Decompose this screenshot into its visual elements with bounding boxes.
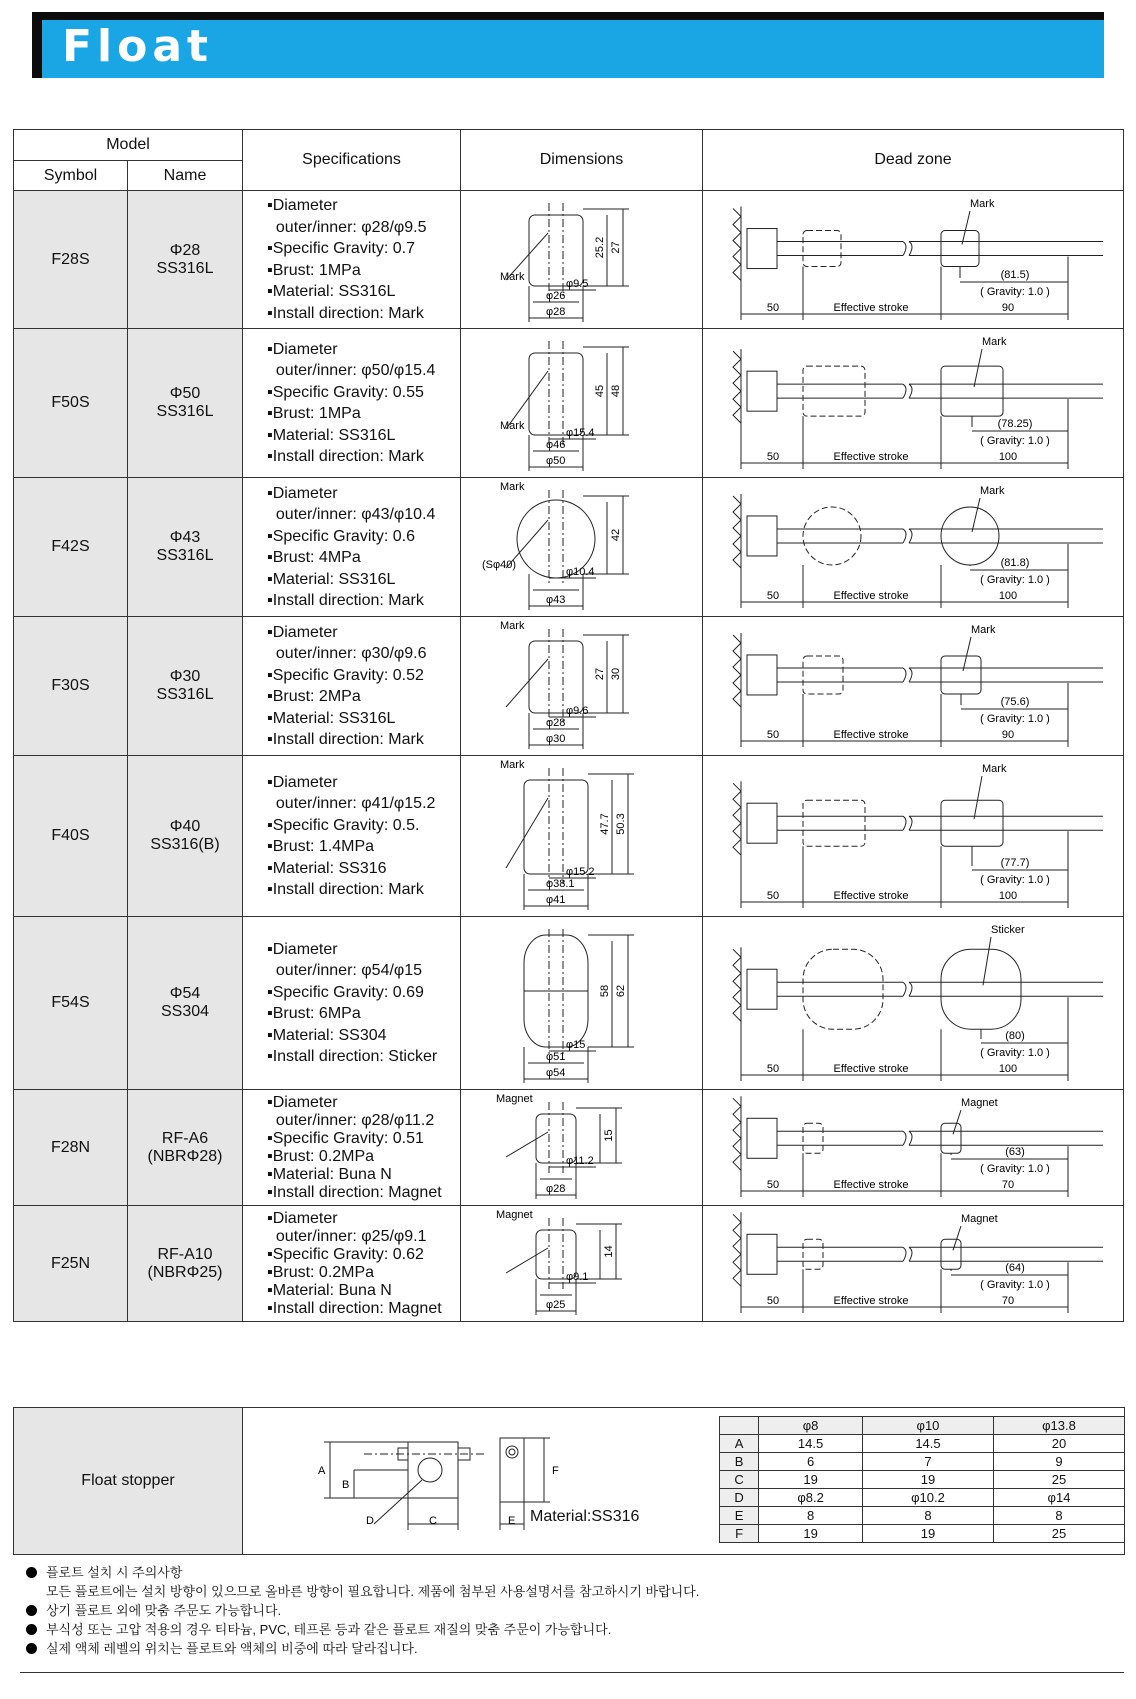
spec-line: ▪Diameter <box>267 623 338 641</box>
deadzone-gravity: ( Gravity: 1.0 ) <box>980 574 1050 586</box>
row-name <box>128 756 243 917</box>
spec-line: outer/inner: φ30/φ9.6 <box>267 645 427 662</box>
spec-line: outer/inner: φ54/φ15 <box>267 962 423 979</box>
row-deadzone <box>703 917 1124 1090</box>
stopper-drawing <box>304 1412 584 1552</box>
name-line-2: SS316L <box>156 686 214 703</box>
row-dimensions <box>461 329 703 478</box>
deadzone-bottom-length: 100 <box>998 451 1018 463</box>
table-row <box>14 756 1124 917</box>
spec-line: ▪Install direction: Mark <box>267 592 424 609</box>
deadzone-mark-label: Sticker <box>991 924 1025 936</box>
row-symbol: F50S <box>14 329 128 478</box>
note-item <box>20 1563 699 1582</box>
dim-outer-diameter: φ50 <box>546 455 566 467</box>
dim-outer-diameter: φ41 <box>546 894 566 906</box>
deadzone-sub-distance: (64) <box>1005 1262 1025 1274</box>
spec-line: outer/inner: φ28/φ9.5 <box>267 218 427 236</box>
spec-line: outer/inner: φ43/φ10.4 <box>267 506 436 523</box>
row-dimensions <box>461 917 703 1090</box>
table-row <box>14 1206 1124 1322</box>
spec-header: Specifications <box>243 130 461 191</box>
dim-inner-diameter: φ9.1 <box>566 1271 589 1283</box>
dim-height-outer: 14 <box>603 1245 616 1258</box>
dim-header: Dimensions <box>461 130 703 191</box>
spec-line: ▪Diameter <box>267 940 338 958</box>
row-deadzone <box>703 1206 1124 1322</box>
name-line-1: RF-A10 <box>157 1245 213 1263</box>
stopper-col-header: φ8 <box>759 1417 863 1435</box>
stopper-cell: 14.5 <box>759 1435 863 1453</box>
float-spec-table <box>13 129 1124 1322</box>
row-name <box>128 1090 243 1206</box>
bullet-icon <box>26 1643 37 1654</box>
spec-line: ▪Diameter <box>267 1093 338 1111</box>
stopper-cell: 8 <box>759 1507 863 1525</box>
stopper-cell: 25 <box>993 1525 1124 1543</box>
dim-outer-diameter: φ28 <box>546 306 566 318</box>
spec-line: ▪Material: SS304 <box>267 1026 387 1044</box>
table-row <box>14 478 1124 617</box>
row-deadzone <box>703 191 1124 329</box>
note-item <box>20 1601 699 1620</box>
deadzone-gravity: ( Gravity: 1.0 ) <box>980 713 1050 725</box>
deadzone-gravity: ( Gravity: 1.0 ) <box>980 874 1050 886</box>
deadzone-bottom-length: 70 <box>1001 1179 1015 1191</box>
stopper-letter-b: B <box>342 1479 350 1491</box>
spec-line: ▪Brust: 1MPa <box>267 405 361 422</box>
spec-line: ▪Install direction: Mark <box>267 731 424 748</box>
row-spec <box>243 329 461 478</box>
spec-line: ▪Diameter <box>267 197 338 214</box>
spec-line: ▪Material: SS316L <box>267 709 396 727</box>
dim-mark-label: Mark <box>500 759 525 771</box>
deadzone-gravity: ( Gravity: 1.0 ) <box>980 435 1050 447</box>
spec-line: ▪Brust: 0.2MPa <box>267 1147 375 1165</box>
deadzone-top-length: 50 <box>766 890 780 902</box>
spec-line: outer/inner: φ28/φ11.2 <box>267 1111 435 1129</box>
dim-inner-diameter: φ15 <box>566 1039 586 1051</box>
dim-mid-diameter: φ38.1 <box>546 878 575 890</box>
spec-line: ▪Brust: 1.4MPa <box>267 838 375 855</box>
dim-outer-diameter: φ43 <box>546 594 566 606</box>
deadzone-mark-label: Mark <box>982 763 1007 775</box>
spec-line: ▪Brust: 6MPa <box>267 1005 361 1022</box>
dim-mid-diameter: φ46 <box>546 439 566 451</box>
deadzone-drawing <box>703 191 1124 328</box>
row-symbol: F30S <box>14 617 128 756</box>
name-line-1: Φ28 <box>169 241 201 259</box>
deadzone-effective-stroke: Effective stroke <box>833 1295 909 1307</box>
dim-outer-diameter: φ25 <box>546 1299 566 1311</box>
spec-line: ▪Install direction: Magnet <box>267 1183 442 1201</box>
stopper-cell: 19 <box>759 1525 863 1543</box>
row-name <box>128 1206 243 1322</box>
stopper-cell: 8 <box>993 1507 1124 1525</box>
dim-outer-diameter: φ28 <box>546 1183 566 1195</box>
stopper-cell: 8 <box>862 1507 993 1525</box>
deadzone-bottom-length: 100 <box>998 890 1018 902</box>
dim-mark-label: Mark <box>500 481 525 493</box>
spec-line: ▪Material: SS316 <box>267 859 387 877</box>
table-row <box>14 617 1124 756</box>
dim-height-inner: 58 <box>599 984 612 998</box>
deadzone-effective-stroke: Effective stroke <box>833 1179 909 1191</box>
name-line-1: Φ43 <box>169 529 201 546</box>
dimension-drawing <box>461 1206 703 1321</box>
spec-line: outer/inner: φ25/φ9.1 <box>267 1227 427 1245</box>
spec-line: ▪Material: SS316L <box>267 426 396 444</box>
dim-height-inner: 47.7 <box>599 813 612 835</box>
spec-line: ▪Specific Gravity: 0.69 <box>267 983 424 1001</box>
dim-mid-diameter: (Sφ40) <box>482 559 517 571</box>
spec-line: ▪Brust: 0.2MPa <box>267 1263 375 1281</box>
stopper-letter-e: E <box>508 1515 516 1527</box>
deadzone-bottom-length: 100 <box>998 590 1018 602</box>
spec-line: ▪Material: SS316L <box>267 570 396 588</box>
deadzone-mark-label: Magnet <box>961 1097 998 1109</box>
dim-height-outer: 42 <box>610 528 623 542</box>
spec-line: ▪Specific Gravity: 0.52 <box>267 666 424 684</box>
bullet-icon <box>26 1624 37 1635</box>
name-header: Name <box>128 161 243 191</box>
deadzone-drawing <box>703 756 1124 916</box>
stopper-letter-d: D <box>366 1515 374 1527</box>
dimension-drawing <box>461 917 703 1089</box>
stopper-dimension-table <box>719 1416 1125 1543</box>
deadzone-top-length: 50 <box>766 302 780 314</box>
spec-line: ▪Specific Gravity: 0.7 <box>267 240 415 257</box>
dimension-drawing <box>461 617 703 755</box>
deadzone-effective-stroke: Effective stroke <box>833 1063 909 1075</box>
deadzone-gravity: ( Gravity: 1.0 ) <box>980 286 1050 298</box>
name-line-2: SS316L <box>156 259 214 277</box>
dimension-drawing <box>461 191 703 328</box>
name-line-2: (NBRΦ25) <box>147 1263 223 1281</box>
row-name <box>128 191 243 329</box>
dim-height-inner: 27 <box>594 667 607 681</box>
deadzone-mark-label: Mark <box>980 485 1005 497</box>
row-name <box>128 917 243 1090</box>
deadzone-mark-label: Mark <box>970 198 995 210</box>
stopper-cell: 9 <box>993 1453 1124 1471</box>
name-line-1: Φ54 <box>169 985 201 1002</box>
deadzone-sub-distance: (81.8) <box>1000 557 1030 569</box>
row-spec <box>243 1090 461 1206</box>
stopper-row-header: B <box>720 1453 759 1471</box>
spec-line: ▪Diameter <box>267 773 338 791</box>
deadzone-drawing <box>703 1206 1124 1321</box>
spec-line: ▪Material: SS316L <box>267 283 396 300</box>
dimension-drawing <box>461 329 703 477</box>
deadzone-mark-label: Mark <box>971 624 996 636</box>
dim-mark-label: Magnet <box>496 1209 533 1221</box>
name-line-1: RF-A6 <box>161 1129 209 1147</box>
row-spec <box>243 478 461 617</box>
dim-height-inner: 25.2 <box>594 236 607 259</box>
row-symbol: F42S <box>14 478 128 617</box>
note-item <box>20 1582 699 1601</box>
row-symbol: F28N <box>14 1090 128 1206</box>
dim-inner-diameter: φ15.4 <box>566 427 595 439</box>
stopper-row-header: E <box>720 1507 759 1525</box>
bullet-icon <box>26 1567 37 1578</box>
stopper-cell: 6 <box>759 1453 863 1471</box>
note-text: 플로트 설치 시 주의사항 <box>46 1565 183 1580</box>
bullet-icon <box>26 1605 37 1616</box>
table-row <box>14 1090 1124 1206</box>
stopper-cell: φ10.2 <box>862 1489 993 1507</box>
dim-height-outer: 15 <box>603 1129 616 1142</box>
stopper-label: Float stopper <box>14 1408 243 1554</box>
spec-line: ▪Brust: 4MPa <box>267 549 361 566</box>
stopper-row-header: F <box>720 1525 759 1543</box>
deadzone-sub-distance: (78.25) <box>997 418 1033 430</box>
deadzone-sub-distance: (63) <box>1005 1146 1025 1158</box>
spec-line: outer/inner: φ50/φ15.4 <box>267 362 436 379</box>
name-line-2: SS316L <box>156 547 214 564</box>
spec-line: outer/inner: φ41/φ15.2 <box>267 795 436 812</box>
deadzone-drawing <box>703 917 1124 1089</box>
spec-line: ▪Specific Gravity: 0.5. <box>267 816 420 834</box>
deadzone-drawing <box>703 617 1124 755</box>
row-deadzone <box>703 329 1124 478</box>
spec-line: ▪Diameter <box>267 1209 338 1227</box>
spec-line: ▪Specific Gravity: 0.6 <box>267 527 415 545</box>
dim-height-inner: 45 <box>594 384 607 398</box>
deadzone-top-length: 50 <box>766 451 780 463</box>
deadzone-bottom-length: 90 <box>1001 729 1015 741</box>
stopper-letter-c: C <box>429 1515 437 1527</box>
page-title: Float <box>62 21 214 72</box>
stopper-cell: 19 <box>759 1471 863 1489</box>
stopper-row-header: C <box>720 1471 759 1489</box>
stopper-cell: 25 <box>993 1471 1124 1489</box>
stopper-row-header: D <box>720 1489 759 1507</box>
name-line-1: Φ50 <box>169 385 201 402</box>
note-item <box>20 1620 699 1639</box>
row-spec <box>243 756 461 917</box>
row-dimensions <box>461 1206 703 1322</box>
stopper-letter-f: F <box>552 1465 559 1477</box>
name-line-1: Φ40 <box>169 818 201 835</box>
spec-line: ▪Install direction: Mark <box>267 304 424 322</box>
model-header: Model <box>14 130 243 161</box>
deadzone-effective-stroke: Effective stroke <box>833 729 909 741</box>
row-spec <box>243 617 461 756</box>
deadzone-bottom-length: 90 <box>1001 302 1015 314</box>
dim-mark-label: Magnet <box>496 1093 533 1105</box>
row-spec <box>243 191 461 329</box>
dim-height-outer: 50.3 <box>615 813 628 835</box>
note-text: 실제 액체 레벨의 위치는 플로트와 액체의 비중에 따라 달라집니다. <box>46 1641 418 1656</box>
dim-mark-label: Mark <box>500 420 525 432</box>
deadzone-top-length: 50 <box>766 590 780 602</box>
spec-line: ▪Specific Gravity: 0.51 <box>267 1129 424 1147</box>
deadzone-mark-label: Mark <box>982 336 1007 348</box>
row-name <box>128 478 243 617</box>
row-symbol: F28S <box>14 191 128 329</box>
stopper-cell: 19 <box>862 1525 993 1543</box>
stopper-col-header <box>720 1417 759 1435</box>
bottom-divider <box>20 1672 1124 1673</box>
deadzone-effective-stroke: Effective stroke <box>833 302 909 314</box>
deadzone-gravity: ( Gravity: 1.0 ) <box>980 1279 1050 1291</box>
name-line-2: SS316L <box>156 403 214 420</box>
table-row <box>14 329 1124 478</box>
spec-line: ▪Install direction: Mark <box>267 448 424 465</box>
deadzone-drawing <box>703 478 1124 616</box>
dim-outer-diameter: φ30 <box>546 733 566 745</box>
deadzone-sub-distance: (81.5) <box>1000 269 1030 281</box>
row-dimensions <box>461 756 703 917</box>
row-dimensions <box>461 1090 703 1206</box>
deadzone-effective-stroke: Effective stroke <box>833 590 909 602</box>
row-dimensions <box>461 191 703 329</box>
dim-mark-label: Mark <box>500 271 525 283</box>
name-line-1: Φ30 <box>169 668 201 685</box>
dim-inner-diameter: φ15.2 <box>566 866 595 878</box>
deadzone-gravity: ( Gravity: 1.0 ) <box>980 1047 1050 1059</box>
deadzone-top-length: 50 <box>766 1295 780 1307</box>
table-row <box>14 917 1124 1090</box>
dimension-drawing <box>461 1090 703 1205</box>
dim-inner-diameter: φ11.2 <box>566 1155 594 1167</box>
row-symbol: F40S <box>14 756 128 917</box>
name-line-2: SS304 <box>160 1003 210 1020</box>
spec-line: ▪Specific Gravity: 0.62 <box>267 1245 424 1263</box>
deadzone-sub-distance: (80) <box>1005 1030 1025 1042</box>
deadzone-sub-distance: (77.7) <box>1000 857 1030 869</box>
deadzone-header: Dead zone <box>703 130 1124 191</box>
spec-line: ▪Diameter <box>267 484 338 502</box>
row-deadzone <box>703 478 1124 617</box>
note-text: 부식성 또는 고압 적용의 경우 티타늄, PVC, 테프론 등과 같은 플로트 재질의 맞춤 주문이 가능합니다. <box>46 1622 612 1637</box>
stopper-material: Material:SS316 <box>530 1508 640 1525</box>
dim-outer-diameter: φ54 <box>546 1067 566 1079</box>
spec-line: ▪Brust: 2MPa <box>267 688 361 705</box>
dim-inner-diameter: φ9.5 <box>566 278 589 290</box>
note-item <box>20 1639 699 1658</box>
deadzone-top-length: 50 <box>766 1179 780 1191</box>
spec-line: ▪Material: Buna N <box>267 1165 392 1183</box>
stopper-cell: 19 <box>862 1471 993 1489</box>
row-name <box>128 329 243 478</box>
dim-height-outer: 27 <box>610 241 623 254</box>
dim-inner-diameter: φ10.4 <box>566 566 595 578</box>
table-row <box>14 191 1124 329</box>
deadzone-gravity: ( Gravity: 1.0 ) <box>980 1163 1050 1175</box>
dim-inner-diameter: φ9.6 <box>566 705 589 717</box>
deadzone-sub-distance: (75.6) <box>1000 696 1030 708</box>
stopper-col-header: φ13.8 <box>993 1417 1124 1435</box>
row-symbol: F54S <box>14 917 128 1090</box>
stopper-col-header: φ10 <box>862 1417 993 1435</box>
name-line-2: SS316(B) <box>150 836 220 853</box>
spec-line: ▪Brust: 1MPa <box>267 261 361 279</box>
stopper-cell: 20 <box>993 1435 1124 1453</box>
stopper-cell: φ8.2 <box>759 1489 863 1507</box>
spec-line: ▪Material: Buna N <box>267 1281 392 1299</box>
dimension-drawing <box>461 756 703 916</box>
stopper-row-header: A <box>720 1435 759 1453</box>
row-name <box>128 617 243 756</box>
stopper-cell: 14.5 <box>862 1435 993 1453</box>
spec-line: ▪Install direction: Mark <box>267 881 424 898</box>
row-dimensions <box>461 478 703 617</box>
spec-line: ▪Install direction: Sticker <box>267 1048 438 1065</box>
deadzone-drawing <box>703 329 1124 477</box>
note-text: 모든 플로트에는 설치 방향이 있으므로 올바른 방향이 필요합니다. 제품에 첨부된 사용설명서를 참고하시기 바랍니다. <box>46 1584 700 1599</box>
dim-mark-label: Mark <box>500 620 525 632</box>
dim-mid-diameter: φ26 <box>546 290 566 302</box>
deadzone-top-length: 50 <box>766 1063 780 1075</box>
deadzone-effective-stroke: Effective stroke <box>833 451 909 463</box>
deadzone-mark-label: Magnet <box>961 1213 998 1225</box>
row-deadzone <box>703 756 1124 917</box>
dim-height-outer: 48 <box>610 384 623 398</box>
dim-mid-diameter: φ51 <box>546 1051 566 1063</box>
deadzone-drawing <box>703 1090 1124 1205</box>
row-spec <box>243 917 461 1090</box>
notes-section <box>20 1563 699 1658</box>
deadzone-bottom-length: 70 <box>1001 1295 1015 1307</box>
name-line-2: (NBRΦ28) <box>147 1147 223 1165</box>
deadzone-bottom-length: 100 <box>998 1063 1018 1075</box>
dim-height-outer: 30 <box>610 667 623 681</box>
stopper-cell: φ14 <box>993 1489 1124 1507</box>
row-spec <box>243 1206 461 1322</box>
row-deadzone <box>703 1090 1124 1206</box>
deadzone-effective-stroke: Effective stroke <box>833 890 909 902</box>
dim-mid-diameter: φ28 <box>546 717 566 729</box>
note-text: 상기 플로트 외에 맞춤 주문도 가능합니다. <box>46 1603 282 1618</box>
spec-line: ▪Install direction: Magnet <box>267 1299 442 1317</box>
dimension-drawing <box>461 478 703 616</box>
stopper-letter-a: A <box>318 1465 326 1477</box>
symbol-header: Symbol <box>14 161 128 191</box>
spec-line: ▪Specific Gravity: 0.55 <box>267 383 424 401</box>
spec-line: ▪Diameter <box>267 340 338 358</box>
row-dimensions <box>461 617 703 756</box>
dim-height-outer: 62 <box>615 984 628 998</box>
row-deadzone <box>703 617 1124 756</box>
stopper-cell: 7 <box>862 1453 993 1471</box>
deadzone-top-length: 50 <box>766 729 780 741</box>
row-symbol: F25N <box>14 1206 128 1322</box>
